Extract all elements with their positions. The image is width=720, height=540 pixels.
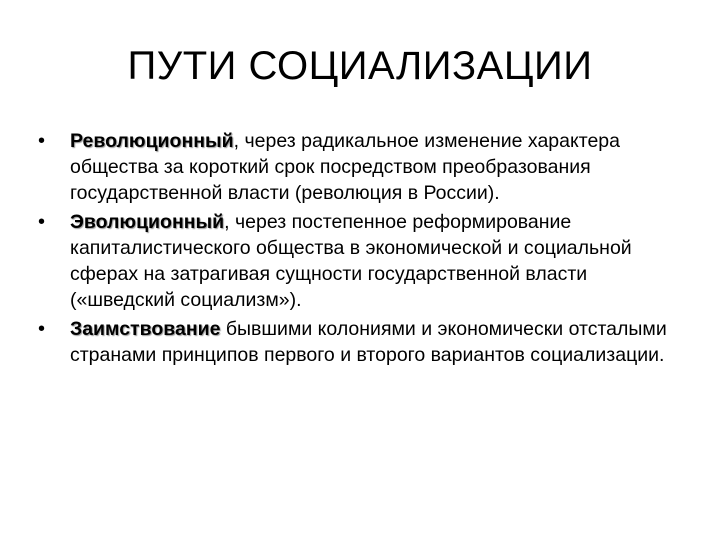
bullet-text: , через радикальное изменение характера общества за короткий срок посредством преобразования государственной власти (революция в России).	[70, 130, 620, 204]
bullet-icon: •	[38, 211, 46, 233]
bullet-item-evolutionary	[38, 209, 688, 313]
bullet-term: Заимствование	[70, 318, 221, 340]
slide-title: ПУТИ СОЦИАЛИЗАЦИИ	[127, 44, 593, 88]
bullet-icon: •	[38, 318, 46, 340]
bullet-term: Эволюционный	[70, 211, 225, 233]
bullet-item-borrowing	[38, 316, 688, 368]
bullet-list	[38, 128, 688, 371]
bullet-term: Революционный	[70, 130, 234, 152]
bullet-text: бывшими колониями и экономически отсталыми странами принципов первого и второго вариантов социализации.	[70, 318, 667, 366]
bullet-text: , через постепенное реформирование капиталистического общества в экономической и социальной сферах на затрагивая сущности государственной власти («шведский социализм»).	[70, 211, 632, 311]
bullet-item-revolutionary	[38, 128, 688, 206]
bullet-icon: •	[38, 130, 46, 152]
